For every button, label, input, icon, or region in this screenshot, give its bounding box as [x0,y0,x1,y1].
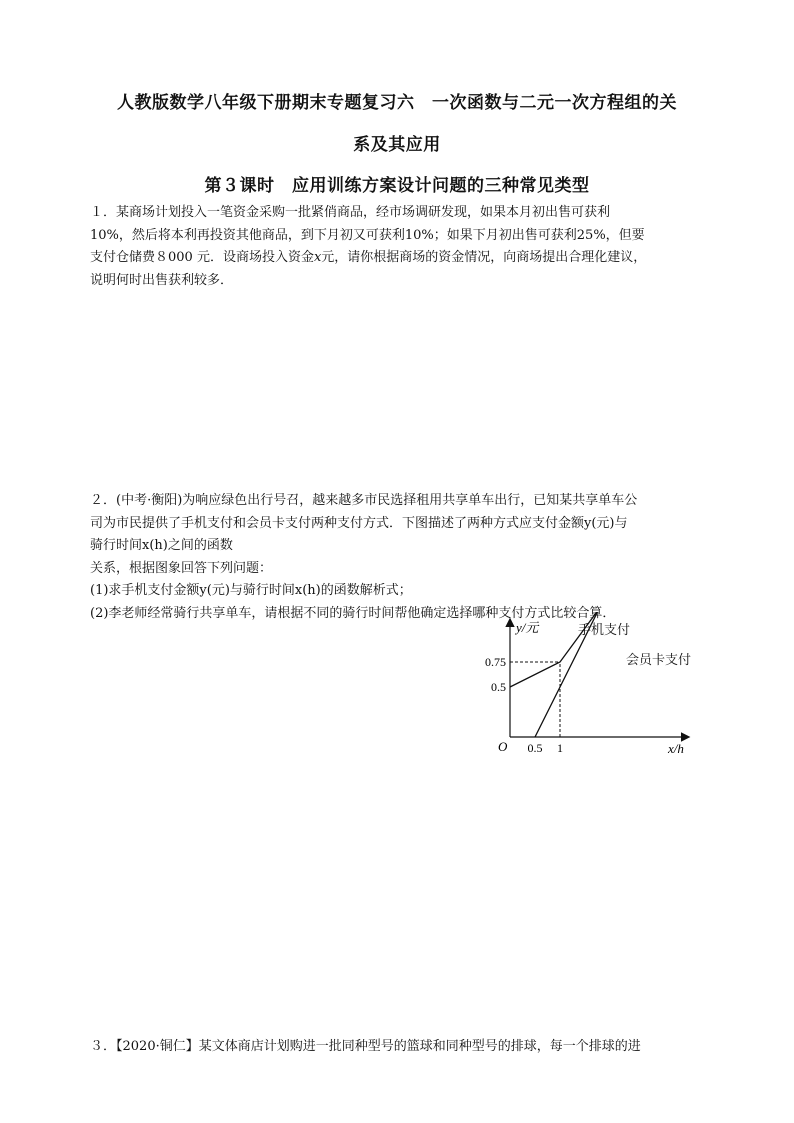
q2-line3: 骑行时间x(h)之间的函数 [90,538,233,553]
x-tick-label-1: 1 [557,741,563,755]
page-subtitle: 第３课时 应用训练方案设计问题的三种常见类型 [204,176,590,196]
q2-part2: (2)李老师经常骑行共享单车，请根据不同的骑行时间帮他确定选择哪种支付方式比较合算． [90,605,616,621]
x-tick-label-0-5: 0.5 [527,741,543,755]
page-title-line2: 系及其应用 [353,135,441,155]
page-title-line1: 人教版数学八年级下册期末专题复习六 一次函数与二元一次方程组的关 [117,93,677,113]
question-3 [90,1036,710,1059]
q1-var-x: x [313,250,322,265]
origin-label: O [498,739,508,754]
y-tick-label-0-75: 0.75 [485,655,506,669]
q1-line3-a: 支付仓储费８000 元．设商场投入资金 [90,250,314,265]
q2-line1: ２．(中考·衡阳)为响应绿色出行号召，越来越多市民选择租用共享单车出行，已知某共享单车公 [90,493,638,508]
question-2 [90,490,710,625]
q2-line2: 司为市民提供了手机支付和会员卡支付两种支付方式．下图描述了两种方式应支付金额y(元)与 [90,515,628,531]
payment-chart [470,612,710,762]
q3-line1: ３．【2020·铜仁】某文体商店计划购进一批同种型号的篮球和同种型号的排球，每一个排球的进 [90,1039,641,1054]
y-axis-label: y/元 [516,620,539,635]
y-tick-label-0-5: 0.5 [491,680,506,694]
question-1 [90,202,710,292]
x-axis-label: x/h [668,741,684,756]
q1-line3 [90,247,710,270]
series-label-phone-pay: 手机支付 [578,622,631,637]
q1-line2: 10%，然后将本利再投资其他商品，到下月初又可获利10%；如果下月初出售可获利25%，但要 [90,227,645,243]
q1-line1: １．某商场计划投入一笔资金采购一批紧俏商品，经市场调研发现，如果本月初出售可获利 [90,205,611,220]
q1-line4: 说明何时出售获利较多． [90,272,234,288]
q2-line4: 关系，根据图象回答下列问题： [90,560,273,576]
series-label-member-card: 会员卡支付 [626,652,692,667]
q2-part1: (1)求手机支付金额y(元)与骑行时间x(h)的函数解析式； [90,583,412,598]
q1-line3-b: 元，请你根据商场的资金情况，向商场提出合理化建议， [321,250,647,265]
